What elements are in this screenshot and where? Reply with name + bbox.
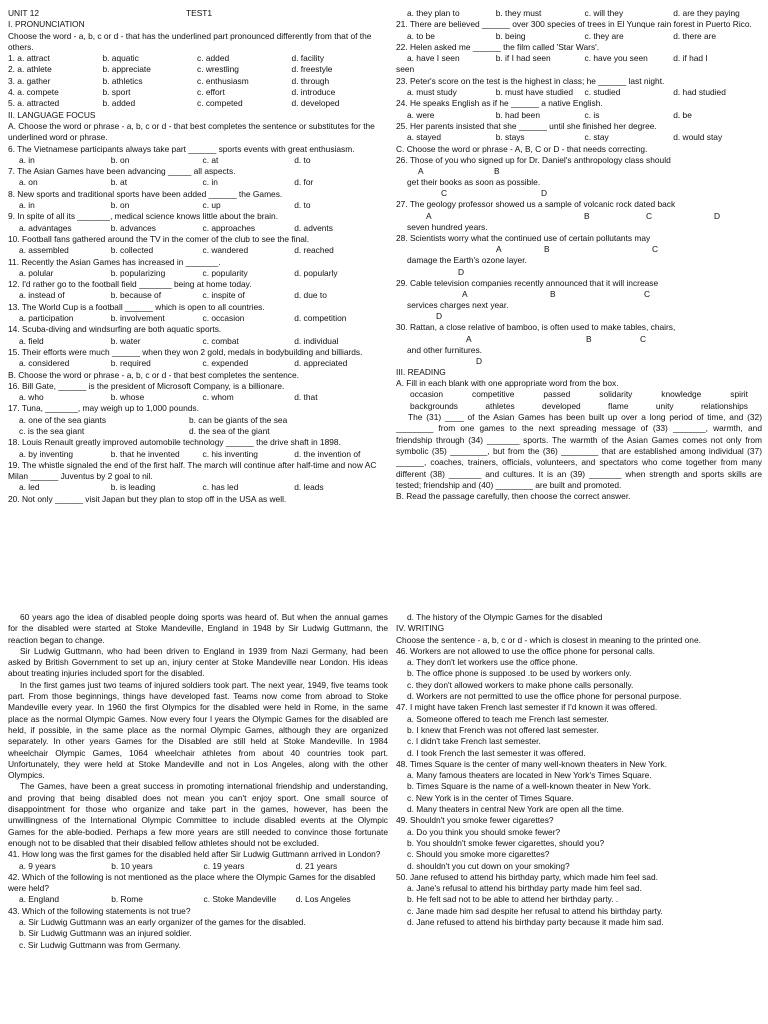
option: d. would stay [673,132,723,143]
word-box-item: spirit [730,389,748,400]
question-9: 9. In spite of all its _______, medical science knows little about the brain. [8,211,279,222]
question-9-options [8,223,386,234]
option: c. 19 years [203,860,245,871]
option: b. popularizing [110,267,166,278]
option: d. freestyle [291,64,333,75]
option: c. wandered [202,245,249,256]
section-c-instructions: C. Choose the word or phrase - A, B, C or D - that needs correcting. [396,143,648,154]
question-30-continued: and other furnitures. [407,344,482,355]
question-26-letters [396,166,762,177]
section-pronunciation-language [8,8,386,570]
option: c. stay [584,132,609,143]
question-19: 19. The whistle signaled the end of the first half. The march will continue after half-time and now AC Milan ______ Juventus by 2 goal to nil. [8,459,377,482]
language-focus-heading: II. LANGUAGE FOCUS [8,109,96,120]
option: 3. a. gather [8,75,51,86]
question-28-letters-2 [396,267,762,278]
letter-c: C [441,188,448,199]
option: d. Jane refused to attend his birthday party because it made him sad. [407,917,664,928]
option: a. assembled [19,245,69,256]
option: b. that he invented [110,448,180,459]
question-27: 27. The geology professor showed us a sample of volcanic rock dated back [396,199,676,210]
question-24-options [396,110,762,121]
question-23-options [396,87,762,98]
option: d. if had I [673,53,708,64]
option: a. advantages [19,222,72,233]
letter-b: B [494,166,500,177]
option: c. New York is in the center of Times Square. [407,792,574,803]
option: b. whose [110,392,145,403]
option: a. were [407,109,435,120]
option: b. water [110,335,141,346]
pron-row-4 [8,87,386,98]
option: d. Workers are not permitted to use the office phone for personal purpose. [407,691,682,702]
letter-c: C [646,210,653,221]
option: b. He felt sad not to be able to attend her birthday party. . [407,894,619,905]
option: c. added [197,53,230,64]
option: d. advents [294,222,333,233]
question-23: 23. Peter's score on the test is the highest in class; he ______ last night. [396,75,665,86]
question-25-options [396,132,762,143]
question-21-options [396,31,762,42]
question-7-options [8,177,386,188]
question-50: 50. Jane refused to attend his birthday party, which made him feel sad. [396,871,658,882]
option: d. leads [294,482,324,493]
question-7: 7. The Asian Games have been advancing _____ all aspects. [8,166,236,177]
option: a. Someone offered to teach me French last semester. [407,713,609,724]
question-15-options [8,358,386,369]
question-13: 13. The World Cup is a football ______ which is open to all countries. [8,301,265,312]
passage-paragraph-1: 60 years ago the idea of disabled people doing sports was heard of. But when the annual games for the disabled were started at Stoke Mandeville, England in 1948 by Sir Ludwig Guttmann, the reaction began to change. [8,612,388,645]
option: b. Times Square is the name of a well-known theater in New York. [407,781,651,792]
option: b. they must [495,8,542,18]
question-15: 15. Their efforts were much ______ when they won 2 gold, medals in bodybuilding and billiards. [8,346,363,357]
question-21: 21. There are believed ______ over 300 species of trees in El Yunque rain forest in Puerto Rico. [396,19,752,30]
option: d. reached [294,245,334,256]
option: b. sport [102,87,131,98]
option: a. Do you think you should smoke fewer? [407,826,561,837]
option: c. combat [202,335,239,346]
letter-d: D [541,188,548,199]
question-11: 11. Recently the Asian Games has increased in _______. [8,256,221,267]
option: a. have I seen [407,53,460,64]
word-box-item: flame [608,400,629,411]
option: d. Los Angeles [295,894,351,905]
question-22-tail: seen [396,64,415,75]
option: b. because of [110,290,162,301]
option: c. inspite of [202,290,245,301]
word-box-item: developed [542,400,581,411]
option: d. be [673,109,692,120]
question-49: 49. Shouldn't you smoke fewer cigarettes? [396,815,554,826]
question-30-letters [396,334,762,345]
option: b. being [495,30,526,41]
option: a. by inventing [19,448,74,459]
reading-b-instructions: B. Read the passage carefully, then choose the correct answer. [396,491,631,502]
option: a. 9 years [19,860,56,871]
reading-heading: III. READING [396,366,446,377]
option: c. have you seen [584,53,648,64]
option: c. competed [197,98,243,109]
question-27-continued: seven hundred years. [407,221,488,232]
unit-label: UNIT 12 [8,8,40,18]
option: c. Jane made him sad despite her refusal to attend his birthday party. [407,905,663,916]
option: a. in [19,200,35,211]
writing-instructions: Choose the sentence - a, b, c or d - which is closest in meaning to the printed one. [396,634,701,645]
question-47: 47. I might have taken French last semester if I'd known it was offered. [396,702,658,713]
letter-c: C [640,333,647,344]
option: c. whom [202,392,234,403]
option: c. is [584,109,600,120]
test-label: TEST1 [186,8,213,18]
word-box-item: unity [655,400,674,411]
option: d. competition [294,313,347,324]
option: b. on [110,200,130,211]
option: a. polular [19,267,54,278]
option: a. They don't let workers use the office phone. [407,657,578,668]
word-box-item: solidarity [599,389,633,400]
option: c. up [202,200,221,211]
question-12-options [8,290,386,301]
option: d. Many theaters in central New York are open all the time. [407,804,624,815]
option: a. field [19,335,44,346]
option: c. I didn't take French last semester. [407,736,541,747]
option: c. expended [202,358,249,369]
option: c. in [202,177,218,188]
question-11-options [8,268,386,279]
letter-c: C [652,244,659,255]
section-b-instructions: B. Choose the word or phrase - a, b, c or d - that best completes the sentence. [8,369,299,380]
option: c. Stoke Mandeville [203,894,277,905]
pron-row-3 [8,76,386,87]
question-13-options [8,313,386,324]
option: 5. a. attracted [8,98,60,109]
section-a-instructions: A. Choose the word or phrase - a, b, c or d - that best completes the sentence or substitutes for the underlined word or phrase. [8,120,375,143]
question-12: 12. I'd rather go to the football field _______ being at home today. [8,279,252,290]
passage-paragraph-2: Sir Ludwig Guttmann, who had been driven to England in 1939 from Nazi Germany, had been asked by British Government to set up an, injury center at Stoke Mandeville near London. His ideas about treating injuries included sport for the disabled. [8,645,388,679]
option: b. required [110,358,151,369]
question-41-options [8,861,388,872]
question-48: 48. Times Square is the center of many well-known theaters in New York. [396,758,667,769]
option: b. collected [110,245,154,256]
option: a. Sir Ludwig Guttmann was an early organizer of the games for the disabled. [19,917,306,928]
letter-d: D [476,355,483,366]
question-17-options-1 [8,415,386,426]
option: b. must have studied [495,87,574,98]
option: a. one of the sea giants [19,414,107,425]
option: c. Should you smoke more cigarettes? [407,849,550,860]
option: a. instead of [19,290,65,301]
question-10-options [8,245,386,256]
word-box-item: backgrounds [410,400,458,411]
pron-row-1 [8,53,386,64]
option: b. Sir Ludwig Guttmann was an injured soldier. [19,928,192,939]
option: b. is leading [110,482,156,493]
option: c. approaches [202,222,256,233]
option: b. stays [495,132,525,143]
option: b. if I had seen [495,53,551,64]
option: a. who [19,392,44,403]
option: c. Sir Ludwig Guttmann was from Germany. [19,939,181,950]
section-reading-passage [8,612,388,1024]
letter-b: B [586,333,592,344]
letter-d: D [436,311,443,322]
option: c. occasion [202,313,245,324]
option: b. at [110,177,128,188]
option: d. 21 years [295,860,338,871]
letter-a: A [418,166,424,177]
option: d. the invention of [294,448,361,459]
question-26-letters-2 [396,188,762,199]
option: b. involvement [110,313,165,324]
letter-a: A [426,210,432,221]
option: c. has led [202,482,239,493]
cloze-passage: The (31) ____ of the Asian Games has been built up over a long period of time, and (32) ________ from one games to the next spreading message of (33) _______, warmth, and friendship through (34) _______ sports. The warmth of the Asian Games comes not only from symbolic (35) ________, but from the (36) ________ that are established among individual (37) ______, coaches, trainers, officials, volunteers, and spectators who come together from many different (38) _______ and cultures. It is an (39) _______ when strength and sports skills are tested; friendship and (40) ________ are built and promoted. [396,412,762,490]
option: a. must study [407,87,457,98]
option: a. to be [407,30,435,41]
question-10: 10. Football fans gathered around the TV in the comer of the club to see the final. [8,233,310,244]
option: b. can be giants of the sea [189,414,288,425]
question-24: 24. He speaks English as if he ______ a native English. [396,98,603,109]
option: a. Many famous theaters are located in New York's Times Square. [407,770,652,781]
question-42-options [8,894,388,905]
pronunciation-heading: I. PRONUNCIATION [8,19,85,30]
question-30: 30. Rattan, a close relative of bamboo, is often used to make tables, chairs, [396,322,676,333]
pron-row-5 [8,98,386,109]
option: b. Rome [111,894,143,905]
question-46: 46. Workers are not allowed to use the office phone for personal calls. [396,645,655,656]
question-22: 22. Helen asked me ______ the film called 'Star Wars'. [396,41,600,52]
option: a. stayed [407,132,441,143]
question-8-options [8,200,386,211]
option: a. they plan to [407,8,460,18]
option: d. I took French the last semester it was offered. [407,747,586,758]
question-14-options [8,336,386,347]
letter-d: D [714,210,721,221]
option: b. athletics [102,75,143,86]
test-header [8,8,386,19]
option: d. are they paying [673,8,740,18]
question-22-options [396,53,762,64]
question-16: 16. Bill Gate, ______ is the president of Microsoft Company, is a billionare. [8,380,285,391]
option: c. wrestling [197,64,239,75]
option: c. studied [584,87,621,98]
word-box-item: passed [543,389,571,400]
letter-d: D [458,266,465,277]
letter-c: C [644,288,651,299]
word-box-item: knowledge [661,389,702,400]
word-box-row-1 [396,389,762,400]
option: c. they are [584,30,624,41]
option: d. developed [291,98,340,109]
question-18: 18. Louis Renault greatly improved automobile technology ______ the drive shaft in 1898. [8,437,341,448]
question-28-continued: damage the Earth's ozone layer. [407,255,527,266]
option: d. that [294,392,318,403]
option: 1. a. attract [8,53,50,64]
question-26-continued: get their books as soon as possible. [407,177,541,188]
question-14: 14. Scuba-diving and windsurfing are both aquatic sports. [8,324,222,335]
question-28-letters [396,244,762,255]
option: b. added [102,98,136,109]
option: d. to [294,154,311,165]
letter-b: B [550,288,556,299]
option: a. led [19,482,40,493]
option: c. they don't allowed workers to make phone calls personally. [407,679,634,690]
passage-paragraph-3: In the first games just two teams of injured soldiers took part. The next year, 1949, five teams took part. From those beginnings, things have developed fast. Teams now come from abroad to Stoke Mandeville every year. In 1960 the first Olympics for the disabled were held in Rome, in the same place as the normal Olympic Games. Now every four l years the Olympic Games for the disabled are held, if possible, in the same place as the normal Olympic Games, although they are organized separately. In other years Games for the Disabled are still held at Stoke Mandeville. In 1984 wheelchair Olympic Games, 1064 wheelchair athletes from about 40 countries took part. Unfortunately, they were held at Stoke Mandeville and not in Los Angeles, along with the other Olympics. [8,679,388,781]
letter-b: B [584,210,590,221]
question-29: 29. Cable television companies recently announced that it will increase [396,277,659,288]
option: d. for [294,177,314,188]
option: d. shouldn't you cut down on your smoking? [407,860,570,871]
option: b. appreciate [102,64,151,75]
option: d. popularly [294,267,338,278]
word-box-item: occasion [410,389,444,400]
word-box-item: athletes [485,400,515,411]
option: b. advances [110,222,156,233]
option: d. facility [291,53,325,64]
option: b. had been [495,109,540,120]
question-19-options [8,482,386,493]
question-29-continued: services charges next year. [407,299,509,310]
letter-a: A [496,244,502,255]
question-30-letters-2 [396,356,762,367]
word-box-item: relationships [700,400,748,411]
letter-a: A [462,288,468,299]
option: b. aquatic [102,53,139,64]
pron-row-2 [8,64,386,75]
option: d. appreciated [294,358,348,369]
option: d. there are [673,30,717,41]
word-box-row-2 [396,401,762,412]
option: d. to [294,200,311,211]
option: c. popularity [202,267,248,278]
option: b. You shouldn't smoke fewer cigarettes, should you? [407,837,605,848]
question-16-options [8,392,386,403]
option: d. the sea of the giant [189,425,270,436]
option: d. due to [294,290,327,301]
option: a. Jane's refusal to attend his birthday party made him feel sad. [407,883,642,894]
section-writing [396,612,762,1024]
word-box-item: competitive [472,389,515,400]
question-17-options-2 [8,426,386,437]
section-language-reading [396,8,762,570]
option: b. 10 years [111,860,153,871]
question-26: 26. Those of you who signed up for Dr. Daniel's anthropology class should [396,154,671,165]
option: 2. a. athlete [8,64,52,75]
question-41: 41. How long was the first games for the disabled held after Sir Ludwig Guttmann arrived in London? [8,849,381,860]
option: a. participation [19,313,74,324]
option: c. at [202,154,219,165]
question-29-letters-2 [396,311,762,322]
question-43: 43. Which of the following statements is not true? [8,905,191,916]
question-20: 20. Not only ______ visit Japan but they plan to stop off in the USA as well. [8,493,287,504]
option: c. his inventing [202,448,258,459]
question-6-options [8,155,386,166]
option: b. I knew that French was not offered last semester. [407,724,599,735]
option: c. will they [584,8,624,18]
question-25: 25. Her parents insisted that she ______ until she finished her degree. [396,120,657,131]
option: b. on [110,154,130,165]
letter-a: A [466,333,472,344]
question-42: 42. Which of the following is not mentioned as the place where the Olympic Games for the disabled were held? [8,871,376,894]
question-20-options [396,8,762,19]
passage-paragraph-4: The Games, have been a great success in promoting international friendship and understanding, and proving that being disabled does not mean you can't enjoy sport. One small source of disappointment for those who organize and take part in the games, however, has been the unwillingness of the International Olympic Committee to include disabled events at the Olympic Games for the able-bodied. Perhaps a few more years are still needed to convince those fortunate enough not to be disabled that their disabled fellow athletes should not be excluded. [8,781,388,848]
option: a. in [19,154,35,165]
option: a. considered [19,358,70,369]
writing-heading: IV. WRITING [396,623,445,634]
option: c. effort [197,87,225,98]
option: c. is the sea giant [19,425,85,436]
question-29-letters [396,289,762,300]
option: a. on [19,177,38,188]
question-18-options [8,449,386,460]
option: a. England [19,894,60,905]
option: d. had studied [673,87,726,98]
option: d. through [291,75,330,86]
option: d. individual [294,335,339,346]
option: d. introduce [291,87,336,98]
option: b. The office phone is supposed .to be used by workers only. [407,668,632,679]
option: c. enthusiasm [197,75,249,86]
question-6: 6. The Vietnamese participants always take part ______ sports events with great enthusiasm. [8,143,355,154]
option: 4. a. compete [8,87,59,98]
question-27-letters [396,211,762,222]
question-28: 28. Scientists worry what the continued use of certain pollutants may [396,233,651,244]
reading-a-instructions: A. Fill in each blank with one appropriate word from the box. [396,378,619,389]
question-17: 17. Tuna, _______, may weigh up to 1,000 pounds. [8,403,199,414]
letter-b: B [544,244,550,255]
question-45-option-d: d. The history of the Olympic Games for the disabled [407,612,603,622]
pronunciation-instructions: Choose the word - a, b, c or d - that has the underlined part pronounced differently from that of the others. [8,30,372,52]
question-8: 8. New sports and traditional sports have been added ______ the Games. [8,188,283,199]
